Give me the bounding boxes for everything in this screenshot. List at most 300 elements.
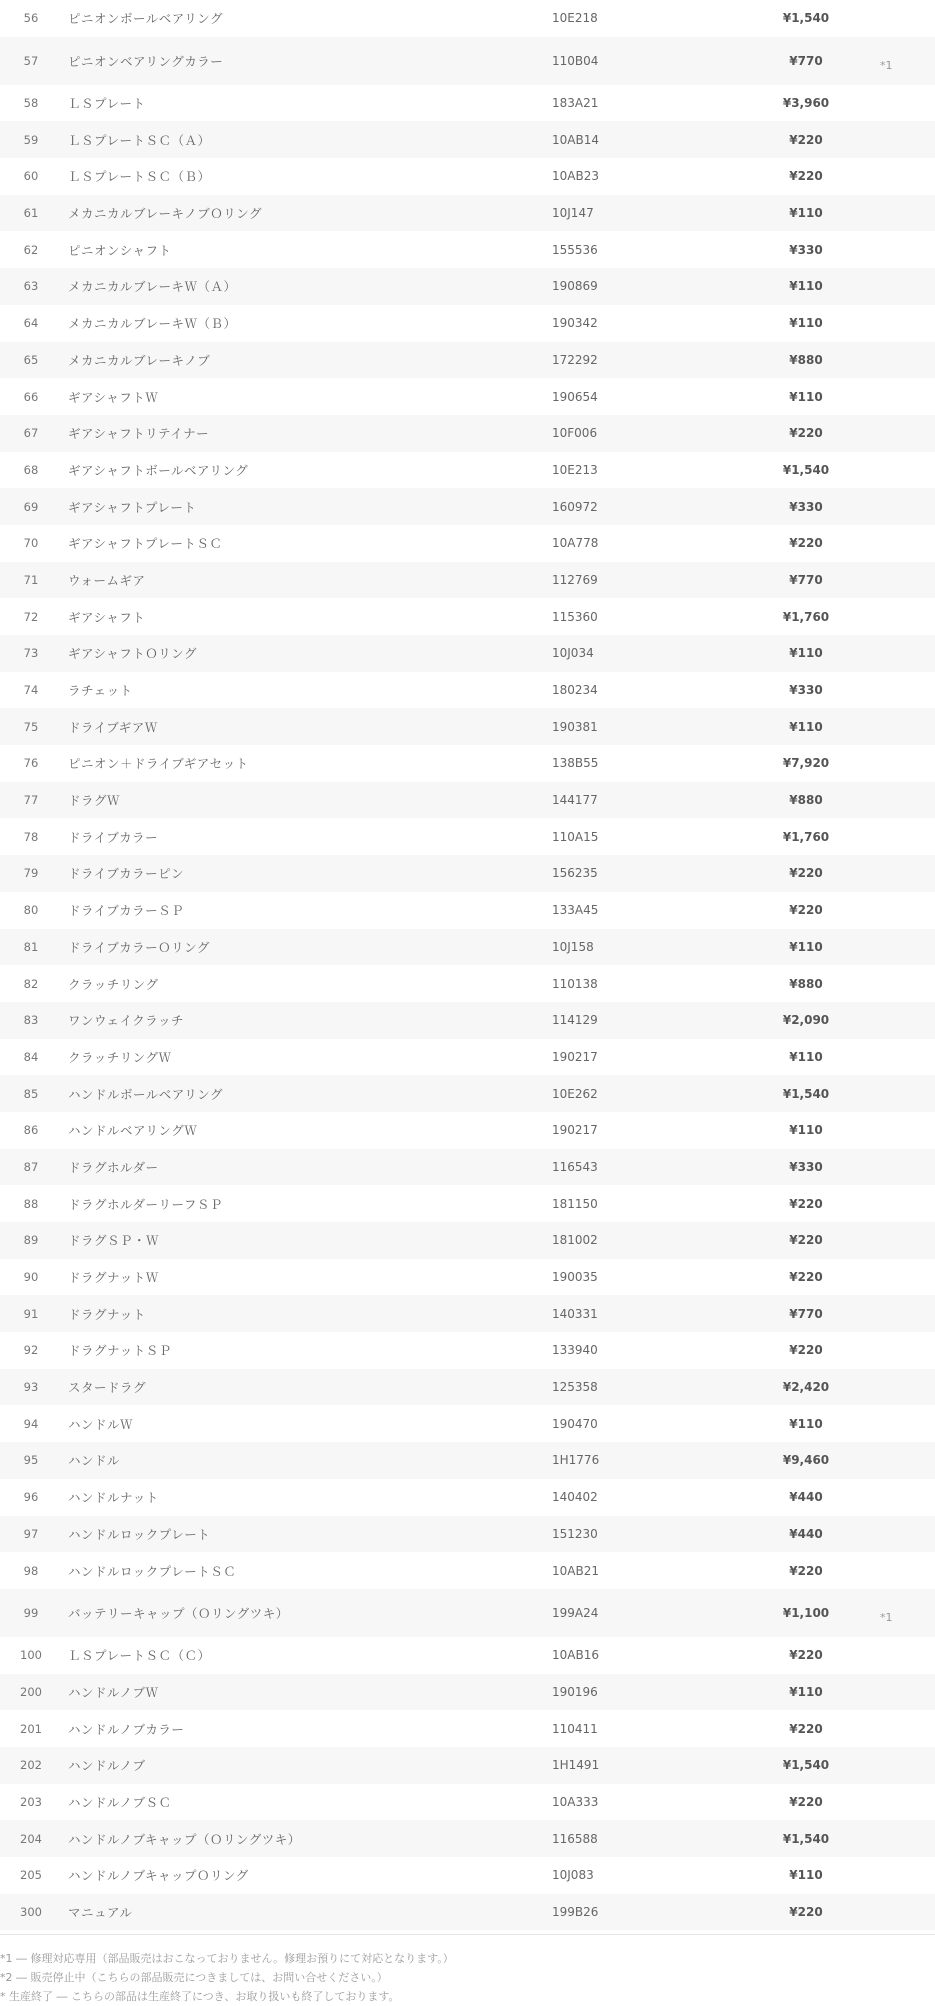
- part-number: 59: [23, 132, 39, 147]
- part-number: 92: [23, 1343, 39, 1358]
- table-row: [0, 708, 935, 745]
- part-name: ドライブカラーピン: [68, 866, 185, 882]
- table-row: [0, 745, 935, 782]
- part-code: 110A15: [552, 829, 599, 844]
- table-row: [0, 231, 935, 268]
- part-note: [880, 1710, 935, 1747]
- part-price: ¥770: [789, 1306, 823, 1321]
- part-note: [880, 1516, 935, 1553]
- part-name: ハンドルＷ: [68, 1416, 134, 1432]
- part-number: 72: [23, 609, 39, 624]
- table-row: [0, 1747, 935, 1784]
- part-note: [880, 1637, 935, 1674]
- table-row: [0, 635, 935, 672]
- footnote-1: *1 ― 修理対応専用（部品販売はおこなっておりません。修理お預りにて対応となります。）: [0, 1952, 454, 1966]
- part-name: ＬＳプレートＳＣ（Ｃ）: [68, 1648, 211, 1664]
- part-note: [880, 1552, 935, 1589]
- table-row: [0, 1149, 935, 1186]
- part-note: [880, 1185, 935, 1222]
- part-price: ¥330: [789, 242, 823, 257]
- part-price: ¥770: [789, 53, 823, 68]
- part-price: ¥1,760: [782, 829, 830, 844]
- table-row: [0, 1222, 935, 1259]
- part-price: ¥330: [789, 683, 823, 698]
- table-row: [0, 1820, 935, 1857]
- part-number: 95: [23, 1453, 39, 1468]
- part-code: 155536: [552, 242, 598, 257]
- part-number: 79: [23, 866, 39, 881]
- table-row: [0, 1112, 935, 1149]
- part-price: ¥110: [789, 1684, 823, 1699]
- part-name: ギアシャフトプレートＳＣ: [68, 536, 223, 552]
- part-name: ラチェット: [68, 683, 133, 699]
- part-note: [880, 268, 935, 305]
- footnote-3: * 生産終了 ― こちらの部品は生産終了につき、お取り扱いも終了しております。: [0, 1990, 400, 2004]
- part-number: 98: [23, 1563, 39, 1578]
- part-code: 10A333: [552, 1794, 599, 1809]
- part-code: 10E213: [552, 462, 598, 477]
- part-name: ワンウェイクラッチ: [68, 1013, 185, 1029]
- part-number: 203: [20, 1794, 42, 1809]
- part-number: 65: [23, 352, 39, 367]
- part-name: ハンドルノブキャップ（Ｏリングツキ）: [68, 1831, 301, 1847]
- table-row: [0, 1674, 935, 1711]
- part-price: ¥440: [789, 1526, 823, 1541]
- table-row: [0, 1295, 935, 1332]
- part-code: 140331: [552, 1306, 598, 1321]
- part-price: ¥3,960: [782, 96, 830, 111]
- part-name: ギアシャフト: [68, 609, 146, 625]
- part-code: 181002: [552, 1233, 598, 1248]
- table-row: [0, 1784, 935, 1821]
- part-note: [880, 1295, 935, 1332]
- part-price: ¥220: [789, 1196, 823, 1211]
- part-name: ＬＳプレートＳＣ（Ａ）: [68, 132, 211, 148]
- part-price: ¥1,100: [782, 1605, 830, 1620]
- part-price: ¥220: [789, 1721, 823, 1736]
- part-number: 204: [20, 1831, 42, 1846]
- part-note: [880, 1405, 935, 1442]
- part-price: ¥9,460: [782, 1453, 830, 1468]
- part-note: [880, 452, 935, 489]
- table-row: [0, 1442, 935, 1479]
- part-number: 67: [23, 426, 39, 441]
- table-row: [0, 1075, 935, 1112]
- part-note: [880, 1332, 935, 1369]
- part-name: ハンドルベアリングＷ: [68, 1123, 198, 1139]
- part-name: ハンドル: [68, 1453, 121, 1469]
- part-price: ¥220: [789, 1233, 823, 1248]
- part-name: マニュアル: [68, 1905, 133, 1921]
- part-code: 10AB21: [552, 1563, 599, 1578]
- part-price: ¥880: [789, 352, 823, 367]
- part-code: 10E262: [552, 1086, 598, 1101]
- part-code: 190654: [552, 389, 598, 404]
- table-row: [0, 855, 935, 892]
- part-price: ¥770: [789, 572, 823, 587]
- part-code: 190196: [552, 1684, 598, 1699]
- part-number: 74: [23, 683, 39, 698]
- table-row: [0, 488, 935, 525]
- part-note: [880, 598, 935, 635]
- part-number: 94: [23, 1416, 39, 1431]
- part-code: 199A24: [552, 1605, 599, 1620]
- part-number: 76: [23, 756, 39, 771]
- part-number: 85: [23, 1086, 39, 1101]
- part-price: ¥220: [789, 1648, 823, 1663]
- part-note: [880, 635, 935, 672]
- part-code: 190217: [552, 1123, 598, 1138]
- table-row: [0, 1002, 935, 1039]
- part-note: [880, 378, 935, 415]
- part-name: ドラグホルダーリーフＳＰ: [68, 1196, 223, 1212]
- part-number: 83: [23, 1013, 39, 1028]
- part-number: 57: [23, 53, 39, 68]
- part-name: ハンドルノブキャップＯリング: [68, 1868, 249, 1884]
- part-note: *1: [880, 58, 893, 72]
- table-row: [0, 1332, 935, 1369]
- part-price: ¥110: [789, 1123, 823, 1138]
- part-number: 58: [23, 96, 39, 111]
- part-number: 56: [23, 11, 39, 26]
- part-name: クラッチリング: [68, 976, 159, 992]
- part-name: ギアシャフトＷ: [68, 389, 159, 405]
- part-note: [880, 1820, 935, 1857]
- part-price: ¥7,920: [782, 756, 830, 771]
- part-code: 10J147: [552, 206, 594, 221]
- part-name: ドラグＷ: [68, 793, 121, 809]
- part-name: ハンドルロックプレートＳＣ: [68, 1563, 237, 1579]
- part-note: [880, 818, 935, 855]
- part-name: ハンドルボールベアリング: [68, 1086, 224, 1102]
- part-code: 10AB16: [552, 1648, 599, 1663]
- part-code: 190470: [552, 1416, 598, 1431]
- part-name: メカニカルブレーキＷ（Ｂ）: [68, 316, 237, 332]
- table-row: [0, 1039, 935, 1076]
- part-code: 10F006: [552, 426, 598, 441]
- table-row: [0, 525, 935, 562]
- part-number: 71: [23, 572, 39, 587]
- part-name: メカニカルブレーキノブＯリング: [68, 206, 263, 222]
- part-price: ¥880: [789, 793, 823, 808]
- part-name: メカニカルブレーキノブ: [68, 352, 211, 368]
- part-number: 60: [23, 169, 39, 184]
- part-note: [880, 1442, 935, 1479]
- table-row: [0, 85, 935, 122]
- part-name: クラッチリングＷ: [68, 1049, 172, 1065]
- part-number: 77: [23, 793, 39, 808]
- part-number: 202: [20, 1758, 42, 1773]
- part-price: ¥110: [789, 1416, 823, 1431]
- part-code: 10AB14: [552, 132, 599, 147]
- part-note: [880, 1075, 935, 1112]
- table-row: [0, 892, 935, 929]
- part-price: ¥220: [789, 426, 823, 441]
- part-note: [880, 929, 935, 966]
- part-code: 110138: [552, 976, 598, 991]
- part-price: ¥220: [789, 903, 823, 918]
- part-code: 133A45: [552, 903, 599, 918]
- part-number: 99: [23, 1605, 39, 1620]
- part-price: ¥220: [789, 866, 823, 881]
- part-code: 10J034: [552, 646, 594, 661]
- part-code: 10A778: [552, 536, 599, 551]
- part-number: 300: [20, 1905, 42, 1920]
- part-note: [880, 562, 935, 599]
- part-note: [880, 1112, 935, 1149]
- table-row: [0, 1894, 935, 1931]
- part-number: 81: [23, 939, 39, 954]
- part-code: 199B26: [552, 1905, 599, 1920]
- part-price: ¥1,540: [782, 1758, 830, 1773]
- table-row: [0, 305, 935, 342]
- part-name: ドライブカラーＳＰ: [68, 903, 185, 919]
- table-row: [0, 929, 935, 966]
- part-number: 70: [23, 536, 39, 551]
- part-note: *1: [880, 1610, 893, 1624]
- part-number: 61: [23, 206, 39, 221]
- part-price: ¥1,540: [782, 1086, 830, 1101]
- part-price: ¥220: [789, 1270, 823, 1285]
- part-price: ¥1,540: [782, 1831, 830, 1846]
- table-row: [0, 158, 935, 195]
- table-row: [0, 121, 935, 158]
- part-name: ピニオン＋ドライブギアセット: [68, 756, 249, 772]
- part-number: 84: [23, 1049, 39, 1064]
- part-note: [880, 488, 935, 525]
- table-row: [0, 818, 935, 855]
- part-price: ¥110: [789, 316, 823, 331]
- part-note: [880, 708, 935, 745]
- part-price: ¥110: [789, 206, 823, 221]
- part-note: [880, 965, 935, 1002]
- part-note: [880, 1784, 935, 1821]
- part-code: 116588: [552, 1831, 598, 1846]
- part-code: 151230: [552, 1526, 598, 1541]
- part-price: ¥1,540: [782, 11, 830, 26]
- part-note: [880, 672, 935, 709]
- part-note: [880, 158, 935, 195]
- part-name: ウォームギア: [68, 572, 146, 588]
- part-name: ドラグナット: [68, 1306, 146, 1322]
- part-number: 75: [23, 719, 39, 734]
- part-number: 82: [23, 976, 39, 991]
- part-name: スタードラグ: [68, 1380, 147, 1396]
- part-price: ¥110: [789, 279, 823, 294]
- part-number: 200: [20, 1684, 42, 1699]
- part-note: [880, 121, 935, 158]
- part-price: ¥220: [789, 1343, 823, 1358]
- part-name: ハンドルノブ: [68, 1758, 146, 1774]
- part-name: ドライブカラー: [68, 829, 159, 845]
- part-name: ＬＳプレートＳＣ（Ｂ）: [68, 169, 211, 185]
- part-code: 180234: [552, 683, 598, 698]
- part-price: ¥110: [789, 646, 823, 661]
- part-note: [880, 1149, 935, 1186]
- part-code: 140402: [552, 1490, 598, 1505]
- part-code: 110411: [552, 1721, 598, 1736]
- part-number: 86: [23, 1123, 39, 1138]
- table-row: [0, 1369, 935, 1406]
- part-note: [880, 1894, 935, 1931]
- part-price: ¥220: [789, 1905, 823, 1920]
- part-code: 160972: [552, 499, 598, 514]
- part-price: ¥2,090: [782, 1013, 830, 1028]
- part-name: ドライブカラーＯリング: [68, 939, 210, 955]
- part-code: 112769: [552, 572, 598, 587]
- part-note: [880, 525, 935, 562]
- part-number: 78: [23, 829, 39, 844]
- part-number: 69: [23, 499, 39, 514]
- part-name: ＬＳプレート: [68, 96, 146, 112]
- part-code: 190381: [552, 719, 598, 734]
- part-code: 114129: [552, 1013, 598, 1028]
- part-price: ¥110: [789, 719, 823, 734]
- part-number: 89: [23, 1233, 39, 1248]
- table-row: [0, 1589, 935, 1637]
- part-note: [880, 1479, 935, 1516]
- part-name: ピニオンボールベアリング: [68, 11, 224, 27]
- table-row: [0, 37, 935, 85]
- part-note: [880, 745, 935, 782]
- part-note: [880, 415, 935, 452]
- part-price: ¥2,420: [782, 1380, 830, 1395]
- part-code: 1H1776: [552, 1453, 600, 1468]
- part-note: [880, 231, 935, 268]
- part-note: [880, 855, 935, 892]
- part-name: ピニオンシャフト: [68, 242, 172, 258]
- table-row: [0, 1857, 935, 1894]
- part-price: ¥220: [789, 1794, 823, 1809]
- part-code: 115360: [552, 609, 598, 624]
- table-row: [0, 1516, 935, 1553]
- part-price: ¥110: [789, 939, 823, 954]
- part-number: 96: [23, 1490, 39, 1505]
- part-name: ギアシャフトリテイナー: [68, 426, 210, 442]
- part-note: [880, 892, 935, 929]
- table-row: [0, 965, 935, 1002]
- table-row: [0, 1479, 935, 1516]
- table-row: [0, 598, 935, 635]
- part-price: ¥220: [789, 536, 823, 551]
- part-name: ピニオンベアリングカラー: [68, 53, 224, 69]
- part-note: [880, 342, 935, 379]
- part-code: 133940: [552, 1343, 598, 1358]
- part-note: [880, 0, 935, 37]
- part-code: 190217: [552, 1049, 598, 1064]
- table-row: [0, 782, 935, 819]
- part-name: ハンドルノブＷ: [68, 1684, 159, 1700]
- part-name: メカニカルブレーキＷ（Ａ）: [68, 279, 237, 295]
- part-price: ¥1,760: [782, 609, 830, 624]
- part-price: ¥330: [789, 499, 823, 514]
- part-number: 93: [23, 1380, 39, 1395]
- part-price: ¥880: [789, 976, 823, 991]
- table-row: [0, 342, 935, 379]
- part-note: [880, 1857, 935, 1894]
- part-name: ドライブギアＷ: [68, 719, 158, 735]
- table-row: [0, 1552, 935, 1589]
- part-number: 80: [23, 903, 39, 918]
- table-row: [0, 1185, 935, 1222]
- part-number: 63: [23, 279, 39, 294]
- part-price: ¥220: [789, 169, 823, 184]
- table-row: [0, 0, 935, 37]
- part-code: 183A21: [552, 96, 599, 111]
- part-note: [880, 195, 935, 232]
- table-row: [0, 1710, 935, 1747]
- table-row: [0, 1405, 935, 1442]
- part-code: 10J158: [552, 939, 594, 954]
- part-code: 156235: [552, 866, 598, 881]
- part-code: 138B55: [552, 756, 599, 771]
- part-code: 181150: [552, 1196, 598, 1211]
- part-number: 91: [23, 1306, 39, 1321]
- part-number: 100: [20, 1648, 42, 1663]
- part-price: ¥220: [789, 1563, 823, 1578]
- part-name: ドラグホルダー: [68, 1159, 159, 1175]
- part-code: 125358: [552, 1380, 598, 1395]
- part-note: [880, 1747, 935, 1784]
- part-code: 144177: [552, 793, 598, 808]
- part-name: ギアシャフトボールベアリング: [68, 462, 249, 478]
- part-code: 116543: [552, 1159, 598, 1174]
- part-note: [880, 305, 935, 342]
- part-note: [880, 782, 935, 819]
- part-price: ¥220: [789, 132, 823, 147]
- part-code: 110B04: [552, 53, 599, 68]
- table-row: [0, 452, 935, 489]
- part-number: 62: [23, 242, 39, 257]
- table-row: [0, 415, 935, 452]
- part-code: 190035: [552, 1270, 598, 1285]
- part-name: ハンドルノブカラー: [68, 1721, 185, 1737]
- part-number: 201: [20, 1721, 42, 1736]
- part-name: ハンドルナット: [68, 1490, 159, 1506]
- part-name: バッテリーキャップ（Ｏリングツキ）: [68, 1605, 289, 1621]
- part-code: 172292: [552, 352, 598, 367]
- part-number: 66: [23, 389, 39, 404]
- part-number: 97: [23, 1526, 39, 1541]
- part-name: ドラグナットＳＰ: [68, 1343, 172, 1359]
- part-price: ¥1,540: [782, 462, 830, 477]
- part-number: 87: [23, 1159, 39, 1174]
- table-row: [0, 1259, 935, 1296]
- table-row: [0, 672, 935, 709]
- part-note: [880, 1369, 935, 1406]
- part-price: ¥330: [789, 1159, 823, 1174]
- part-name: ドラグＳＰ・Ｗ: [68, 1233, 160, 1249]
- part-code: 190342: [552, 316, 598, 331]
- part-name: ハンドルノブＳＣ: [68, 1794, 172, 1810]
- part-number: 205: [20, 1868, 42, 1883]
- footnote-2: *2 ― 販売停止中（こちらの部品販売につきましては、お問い合せください。）: [0, 1971, 388, 1985]
- part-price: ¥440: [789, 1490, 823, 1505]
- part-name: ギアシャフトＯリング: [68, 646, 198, 662]
- part-code: 1H1491: [552, 1758, 600, 1773]
- part-note: [880, 1002, 935, 1039]
- part-price: ¥110: [789, 1868, 823, 1883]
- part-number: 73: [23, 646, 39, 661]
- part-note: [880, 85, 935, 122]
- part-note: [880, 1039, 935, 1076]
- part-code: 10AB23: [552, 169, 599, 184]
- part-code: 190869: [552, 279, 598, 294]
- part-note: [880, 1674, 935, 1711]
- part-number: 90: [23, 1270, 39, 1285]
- part-code: 10E218: [552, 11, 598, 26]
- part-note: [880, 1222, 935, 1259]
